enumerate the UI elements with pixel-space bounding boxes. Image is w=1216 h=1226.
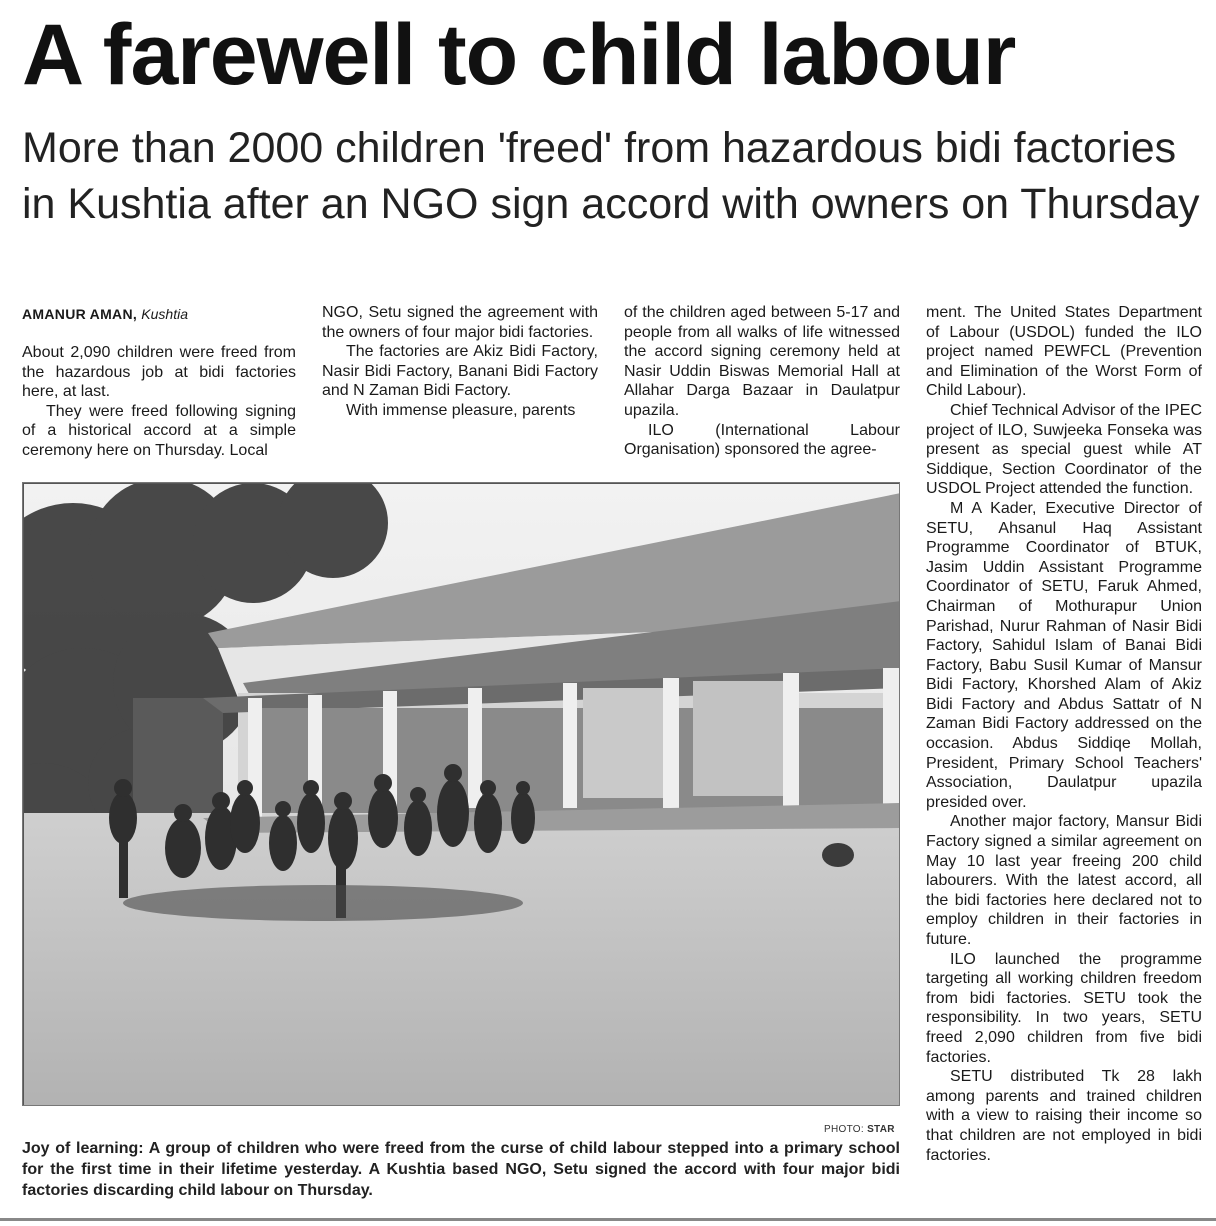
bottom-rule — [0, 1218, 1216, 1221]
paragraph: SETU distributed Tk 28 lakh among parents and trained children with a view to raising their income so that children are not employed in bidi factories. — [926, 1068, 1202, 1164]
subheadline: More than 2000 children 'freed' from hazardous bidi factories in Kushtia after an NGO sign accord with owners on Thursday — [22, 124, 1200, 228]
paragraph: About 2,090 children were freed from the hazardous job at bidi factories here, at last. — [22, 344, 296, 401]
paragraph: The factories are Akiz Bidi Factory, Nasir Bidi Factory, Banani Bidi Factory and N Zaman Bidi Factory. — [322, 343, 598, 400]
article-column-2 — [322, 303, 598, 421]
paragraph: NGO, Setu signed the agreement with the owners of four major bidi factories. — [322, 304, 598, 341]
paragraph: M A Kader, Executive Director of SETU, Ahsanul Haq Assistant Programme Coordinator of BTUK, Jasim Uddin Assistant Programme Coordinator of SETU, Faruk Ahmed, Chairman of Mothurapur Union Parishad, Nurur Rahman of Nasir Bidi Factory, Sahidul Islam of Banai Bidi Factory, Babu Susil Kumar of Mansur Bidi Factory, Khorshed Alam of Akiz Bidi Factory and Abdus Sattatr of N Zaman Bidi Factory addressed on the occasion. Abdus Siddiqe Mollah, President, Primary School Teachers' Association, Daulatpur upazila presided over. — [926, 499, 1202, 811]
paragraph: They were freed following signing of a historical accord at a simple ceremony here on Thursday. Local — [22, 402, 296, 459]
paragraph: ILO (International Labour Organisation) sponsored the agree- — [624, 421, 900, 459]
photo-credit — [824, 1124, 895, 1135]
article-column-4 — [926, 303, 1202, 1165]
paragraph: ment. The United States Department of Labour (USDOL) funded the ILO project named PEWFCL (Prevention and Elimination of the Worst Form of Child Labour). — [926, 304, 1202, 400]
byline-place: Kushtia — [141, 306, 188, 322]
school-photo-illustration — [23, 483, 900, 1106]
photo-caption: Joy of learning: A group of children who were freed from the curse of child labour stepped into a primary school for the first time in their lifetime yesterday. A Kushtia based NGO, Setu signed the accord with four major bidi factories discarding child labour on Thursday. — [22, 1140, 900, 1199]
paragraph: With immense pleasure, parents — [346, 401, 576, 419]
byline-author: AMANUR AMAN, — [22, 306, 138, 322]
article-column-3 — [624, 303, 900, 460]
headline: A farewell to child labour — [22, 7, 1016, 103]
paragraph: of the children aged between 5-17 and people from all walks of life witnessed the accord signing ceremony held at Nasir Uddin Biswas Memorial Hall at Allahar Darga Bazaar in Daulatpur upazila. — [624, 304, 900, 419]
photo-credit-source: STAR — [867, 1124, 895, 1135]
paragraph: Chief Technical Advisor of the IPEC project of ILO, Suwjeeka Fonseka was present as special guest while AT Siddique, Section Coordinator of the USDOL Project attended the function. — [926, 401, 1202, 498]
news-photo — [22, 482, 900, 1106]
paragraph: ILO launched the programme targeting all working children freedom from bidi factories. SETU took the responsibility. In two years, SETU freed 2,090 children from five bidi factories. — [926, 950, 1202, 1066]
article-column-1 — [22, 343, 296, 461]
byline — [22, 306, 188, 322]
photo-credit-label: PHOTO: — [824, 1124, 864, 1135]
paragraph: Another major factory, Mansur Bidi Factory signed a similar agreement on May 10 last year freeing 200 child labourers. With the latest accord, all the bidi factories here declared not to employ children in their factories in future. — [926, 813, 1202, 948]
